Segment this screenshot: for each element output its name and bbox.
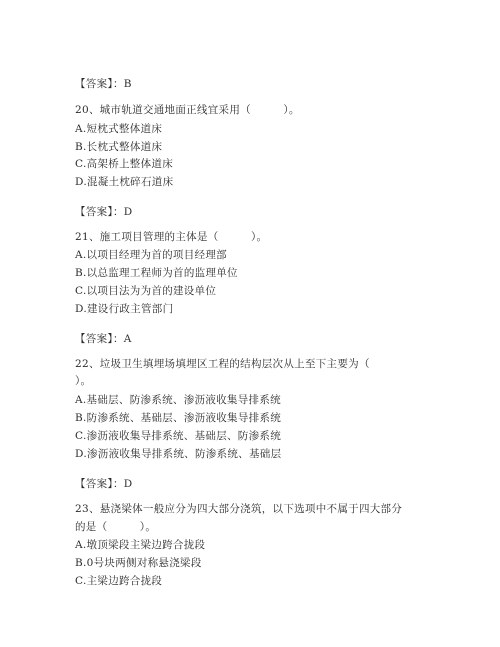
question-23-option-a: A.墩顶梁段主梁边跨合拢段 [75,539,206,551]
question-23-text-line-1: 23、悬浇梁体一般应分为四大部分浇筑，以下选项中不属于四大部分 [75,503,403,515]
question-22-text-line-2: ）。 [75,375,92,387]
question-20-option-a: A.短枕式整体道床 [75,123,163,135]
answer-label: 【答案】：B [75,78,132,90]
answer-label: 【答案】：D [75,206,133,218]
question-23-text-line-2: 的是（ ）。 [75,521,157,533]
question-22-option-b: B.防渗系统、基础层、渗沥液收集导排系统 [75,412,282,424]
question-22-option-c: C.渗沥液收集导排系统、基础层、防渗系统 [75,430,281,442]
question-21-option-b: B.以总监理工程师为首的监理单位 [75,267,238,279]
question-21-text: 21、施工项目管理的主体是（ ）。 [75,231,268,243]
answer-label: 【答案】：A [75,333,132,345]
question-21-option-d: D.建设行政主管部门 [75,303,174,315]
question-20-option-d: D.混凝土枕碎石道床 [75,176,174,188]
question-20-option-b: B.长枕式整体道床 [75,141,163,153]
question-22-option-d: D.渗沥液收集导排系统、防渗系统、基础层 [75,448,282,460]
question-22-option-a: A.基础层、防渗系统、渗沥液收集导排系统 [75,394,281,406]
answer-label: 【答案】：D [75,478,133,490]
question-21-option-c: C.以项目法为为首的建设单位 [75,285,217,297]
question-23-option-c: C.主梁边跨合拢段 [75,575,163,587]
question-23-option-b: B.0号块两侧对称悬浇梁段 [75,557,202,569]
question-20-option-c: C.高架桥上整体道床 [75,158,173,170]
question-21-option-a: A.以项目经理为首的项目经理部 [75,249,227,261]
question-22-text-line-1: 22、垃圾卫生填埋场填埋区工程的结构层次从上至下主要为（ [75,358,370,370]
question-20-text: 20、城市轨道交通地面正线宜采用（ ）。 [75,104,300,116]
